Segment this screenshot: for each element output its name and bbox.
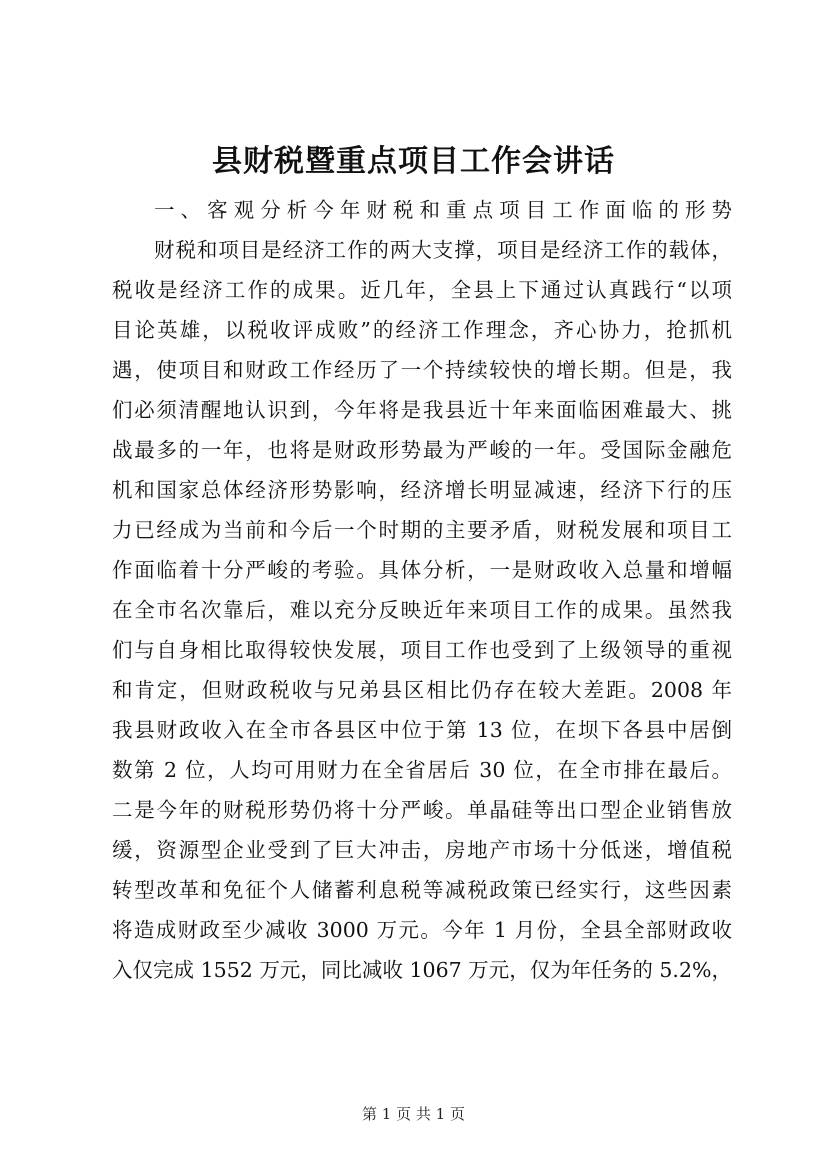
paragraph-line: 遇，使项目和财政工作经历了一个持续较快的增长期。但是，我 <box>112 358 732 382</box>
paragraph-line: 们与自身相比取得较快发展，项目工作也受到了上级领导的重视 <box>112 638 732 662</box>
paragraph-line: 在全市名次靠后，难以充分反映近年来项目工作的成果。虽然我 <box>112 598 732 622</box>
paragraph-line: 们必须清醒地认识到，今年将是我县近十年来面临困难最大、挑 <box>112 398 732 422</box>
paragraph-line: 战最多的一年，也将是财政形势最为严峻的一年。受国际金融危 <box>112 438 732 462</box>
paragraph-line: 财税和项目是经济工作的两大支撑，项目是经济工作的载体， <box>154 238 732 262</box>
paragraph-line: 入仅完成 1552 万元，同比减收 1067 万元，仅为年任务的 5.2%， <box>112 958 732 982</box>
paragraph-line: 我县财政收入在全市各县区中位于第 13 位，在坝下各县中居倒 <box>112 718 732 742</box>
paragraph-line: 和肯定，但财政税收与兄弟县区相比仍存在较大差距。2008 年 <box>112 678 732 702</box>
document-title: 县财税暨重点项目工作会讲话 <box>212 144 615 179</box>
paragraph-line: 转型改革和免征个人储蓄利息税等减税政策已经实行，这些因素 <box>112 878 732 902</box>
section-heading: 一、客观分析今年财税和重点项目工作面临的形势 <box>154 198 732 222</box>
paragraph-line: 力已经成为当前和今后一个时期的主要矛盾，财税发展和项目工 <box>112 518 732 542</box>
page-footer: 第 1 页 共 1 页 <box>362 1105 465 1123</box>
paragraph-line: 目论英雄，以税收评成败”的经济工作理念，齐心协力，抢抓机 <box>112 318 732 342</box>
paragraph-line: 二是今年的财税形势仍将十分严峻。单晶硅等出口型企业销售放 <box>112 798 732 822</box>
paragraph-line: 缓，资源型企业受到了巨大冲击，房地产市场十分低迷，增值税 <box>112 838 732 862</box>
paragraph-line: 机和国家总体经济形势影响，经济增长明显减速，经济下行的压 <box>112 478 732 502</box>
paragraph-line: 将造成财政至少减收 3000 万元。今年 1 月份，全县全部财政收 <box>112 918 732 942</box>
paragraph-line: 数第 2 位，人均可用财力在全省居后 30 位，在全市排在最后。 <box>112 758 732 782</box>
paragraph-line: 作面临着十分严峻的考验。具体分析，一是财政收入总量和增幅 <box>112 558 732 582</box>
document-body <box>112 190 732 990</box>
paragraph-line: 税收是经济工作的成果。近几年，全县上下通过认真践行“以项 <box>112 278 732 302</box>
